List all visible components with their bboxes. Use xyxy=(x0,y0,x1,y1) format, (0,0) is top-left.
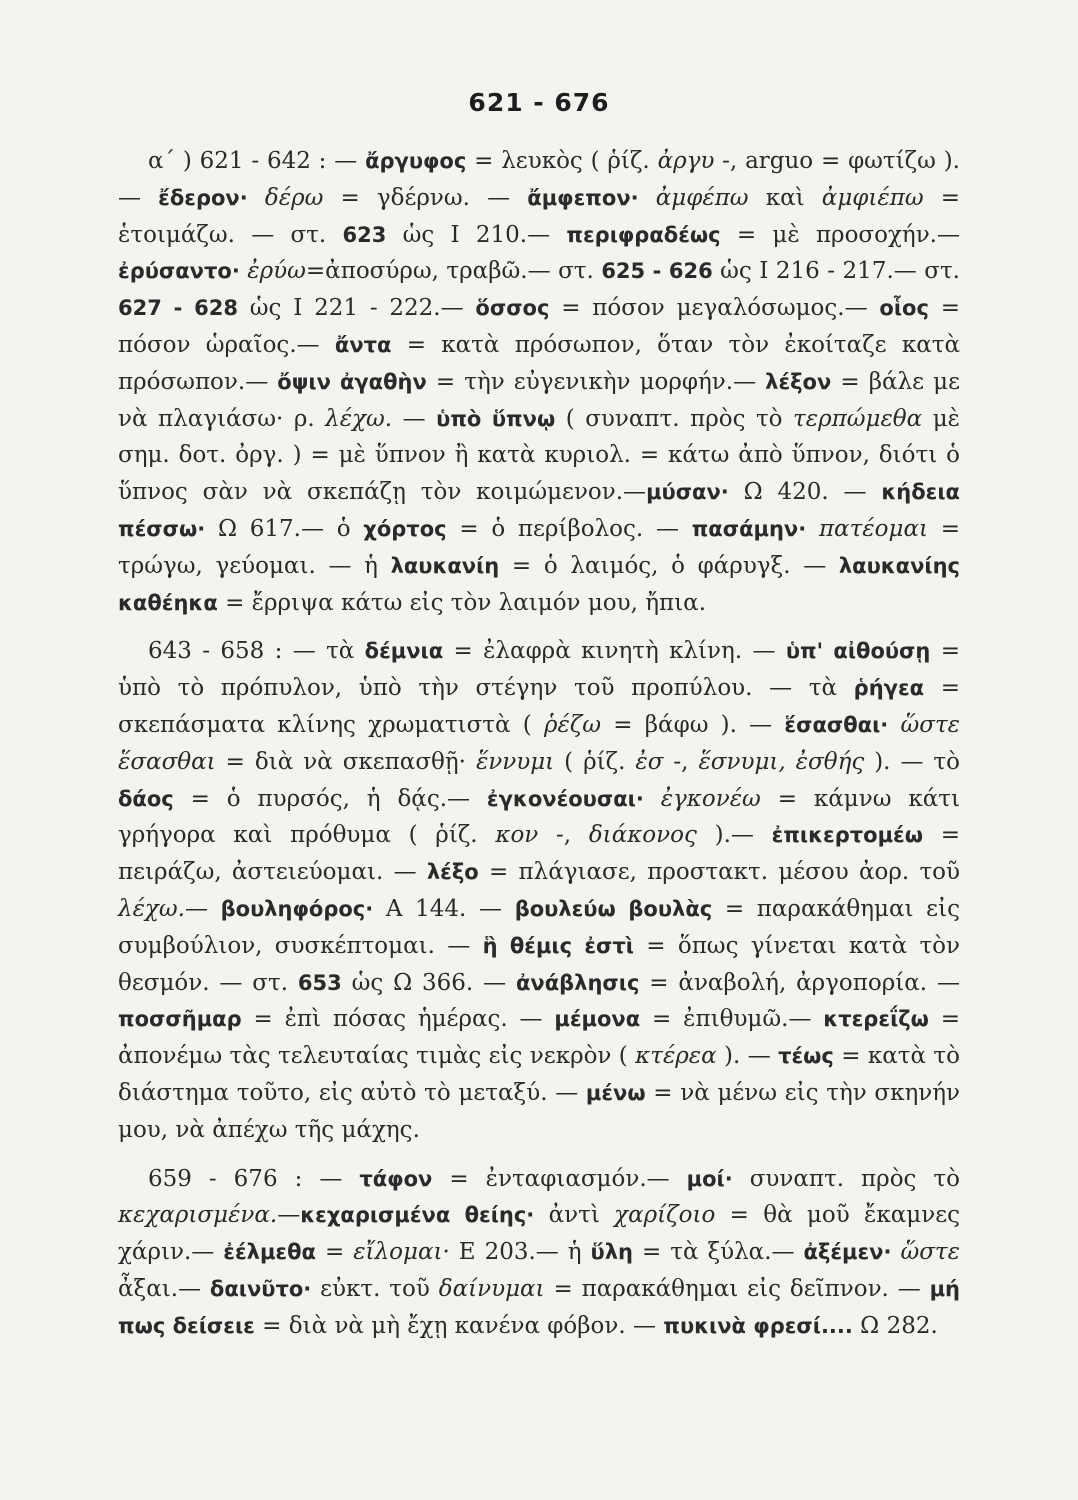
gloss-text: = ἐπὶ πόσας ἡμέρας. — xyxy=(241,1006,555,1033)
lemma-term: λέξο xyxy=(426,860,479,885)
gloss-text: = ὁ περίβολος. — xyxy=(446,515,692,542)
gloss-text: = ἀναβολή, ἀργοπορία. — xyxy=(639,969,960,996)
paragraph-text xyxy=(118,1161,960,1345)
italic-word: ὥστε ἕσασθαι xyxy=(118,711,961,775)
gloss-text: ( συναπτ. πρὸς τὸ xyxy=(555,405,794,432)
lemma-term: ἕσασθαι· xyxy=(784,712,889,737)
gloss-text: ἀντὶ xyxy=(534,1202,615,1229)
gloss-text: = βάλε με νὰ πλαγιάσω· ρ. xyxy=(118,368,960,432)
lemma-term: δάος xyxy=(118,786,174,811)
gloss-text: = διὰ νὰ σκεπασθῇ· xyxy=(215,748,476,775)
lemma-term: ἄμφεπον· xyxy=(527,185,639,210)
gloss-text: 643 - 658 : — τὰ xyxy=(148,638,365,665)
italic-word: ἐρύω xyxy=(247,258,306,285)
lemma-term: ὄψιν ἀγαθὴν xyxy=(277,369,427,394)
lemma-term: ὅσσος xyxy=(475,296,550,321)
italic-word: δαίνυμαι xyxy=(438,1275,545,1302)
gloss-text: -, arguo = φωτίζω ). — xyxy=(118,148,960,211)
gloss-text: = ἐνταφιασμόν.— xyxy=(432,1165,687,1192)
gloss-text: = τὰ ξύλα.— xyxy=(632,1239,804,1266)
gloss-text: Α 144. — xyxy=(373,895,515,922)
gloss-text: = ὁ λαιμός, ὁ φάρυγξ. — xyxy=(499,552,839,579)
gloss-text xyxy=(639,185,656,211)
gloss-text: καὶ xyxy=(748,184,822,211)
gloss-text: ὡς Ι 216 - 217.— στ. xyxy=(712,258,960,285)
lemma-term: ῥήγεα xyxy=(853,676,925,701)
gloss-text: ὡς Ω 366. — xyxy=(341,969,516,996)
lemma-term: μένω xyxy=(585,1080,646,1105)
lemma-term: ἀνάβλησις xyxy=(515,970,640,995)
lemma-term: βουληφόρος· xyxy=(220,896,374,921)
commentary-paragraph xyxy=(118,1161,960,1345)
italic-word: ῥέζω xyxy=(543,711,602,738)
lemma-term: λέξον xyxy=(765,369,832,394)
lemma-term: ἄργυφος xyxy=(365,149,467,173)
lemma-term: ποσσῆμαρ xyxy=(118,1007,242,1032)
gloss-text: = xyxy=(315,1239,354,1266)
gloss-text: = ἑτοιμάζω. — στ. xyxy=(118,184,961,248)
gloss-text: Ω 420. — xyxy=(728,479,882,506)
gloss-text xyxy=(806,516,819,542)
gloss-text: = παρακάθημαι εἰς δεῖπνον. — xyxy=(544,1275,930,1302)
gloss-text: = βάφω ). — xyxy=(601,711,785,738)
lemma-term: οἷος xyxy=(879,296,929,321)
italic-word: ἀργυ xyxy=(657,148,715,174)
lemma-term: ὑπὸ ὕπνῳ xyxy=(436,406,556,431)
gloss-text: ). — xyxy=(716,1043,779,1070)
gloss-text xyxy=(888,712,900,738)
gloss-text: = ὑπὸ τὸ πρόπυλον, ὑπὸ τὴν στέγην τοῦ προπύλου. — τὰ xyxy=(118,638,960,702)
italic-word: τερπώμεθα xyxy=(793,405,923,432)
gloss-text: = τὴν εὐγενικὴν μορφήν.— xyxy=(426,368,766,395)
gloss-text: = λευκὸς ( ῥίζ. xyxy=(466,148,658,174)
gloss-text: = πόσον μεγαλόσωμος.— xyxy=(549,295,880,322)
lemma-term: ἀξέμεν· xyxy=(803,1240,892,1265)
lemma-term: περιφραδέως xyxy=(566,222,721,247)
lemma-term: λαυκανίης καθέηκα xyxy=(118,553,960,615)
lemma-term: τέως xyxy=(778,1044,834,1069)
lemma-term: μέμονα xyxy=(554,1007,641,1032)
gloss-text: = πλάγιασε, προστακτ. μέσου ἀορ. τοῦ xyxy=(478,859,961,886)
gloss-text xyxy=(644,786,661,812)
page-header: 621 - 676 xyxy=(468,88,610,117)
lemma-term: ἐέλμεθα xyxy=(223,1240,316,1265)
italic-word: ἀμφιέπω xyxy=(821,184,924,211)
gloss-text: ἆξαι.— xyxy=(118,1275,210,1302)
italic-word: εἴλομαι· xyxy=(353,1239,450,1266)
gloss-text xyxy=(248,185,265,211)
commentary-paragraph xyxy=(118,633,960,1148)
gloss-text: = γδέρνω. — xyxy=(323,184,528,211)
gloss-text: — xyxy=(392,405,437,432)
italic-word: κτέρεα xyxy=(635,1043,717,1070)
italic-word: ἀμφέπω xyxy=(655,184,749,211)
lemma-term: δέμνια xyxy=(364,639,444,664)
lemma-term: ἐρύσαντο· xyxy=(118,259,240,284)
italic-word: ὥστε xyxy=(900,1239,960,1266)
gloss-text: εὐκτ. τοῦ xyxy=(311,1275,439,1302)
gloss-text: Ε 203.— ἡ xyxy=(449,1239,591,1266)
gloss-text: — xyxy=(277,1202,301,1229)
gloss-text: = παρακάθημαι εἰς συμβούλιον, συσκέπτομαι. — xyxy=(118,895,960,959)
paragraph-text xyxy=(118,633,960,1148)
italic-word: χαρίζοιο xyxy=(614,1202,716,1229)
gloss-text: Ω 617.— ὁ xyxy=(205,515,364,542)
lemma-term: κήδεια πέσσω· xyxy=(118,480,960,541)
gloss-text: 659 - 676 : — xyxy=(148,1165,360,1192)
gloss-text: = τρώγω, γεύομαι. — ἡ xyxy=(118,515,960,579)
lemma-term: 653 xyxy=(297,970,342,995)
lemma-term: πασάμην· xyxy=(691,516,807,541)
gloss-text: Ω 282. xyxy=(852,1312,938,1339)
gloss-text: = ὅπως γίνεται κατὰ τὸν θεσμόν. — στ. xyxy=(118,932,961,996)
gloss-text: -, xyxy=(663,748,699,775)
gloss-text: = θὰ μοῦ ἔκαμνες χάριν.— xyxy=(118,1202,960,1266)
gloss-text: = διὰ νὰ μὴ ἔχῃ κανένα φόβον. — xyxy=(254,1312,664,1339)
lemma-term: ἐγκονέουσαι· xyxy=(486,786,644,811)
gloss-text: = νὰ μένω εἰς τὴν σκηνήν μου, νὰ ἀπέχω τῆς μάχης. xyxy=(118,1079,961,1143)
italic-word: κεχαρισμένα. xyxy=(118,1202,278,1229)
lemma-term: πυκινὰ φρεσί.... xyxy=(663,1313,853,1338)
lemma-term: ἔδερον· xyxy=(158,185,248,210)
gloss-text: ).— xyxy=(696,822,772,849)
lemma-term: ὑπ' αἰθούσῃ xyxy=(785,639,931,664)
gloss-text: = πόσον ὡραῖος.— xyxy=(118,295,960,358)
lemma-term: ἐπικερτομέω xyxy=(771,823,923,848)
lemma-term: κτερεΐζω xyxy=(823,1007,929,1032)
paragraph-text xyxy=(118,143,960,621)
gloss-text: = μὲ προσοχήν.— xyxy=(720,221,960,248)
italic-word: πατέομαι xyxy=(818,515,928,542)
commentary-body xyxy=(118,143,960,1345)
gloss-text: — xyxy=(184,895,221,922)
italic-word: ἐσ xyxy=(635,748,664,775)
italic-word: λέχω. xyxy=(325,405,393,432)
lemma-term: μύσαν· xyxy=(646,480,729,505)
lemma-term: 627 - 628 xyxy=(118,296,238,321)
gloss-text: ὡς Ι 221 - 222.— xyxy=(238,295,476,322)
italic-word: ἕννυμι xyxy=(475,748,555,775)
italic-word: ἐγκονέω xyxy=(660,785,761,812)
lemma-term: κεχαρισμένα θείης· xyxy=(300,1203,535,1228)
gloss-text: = κατὰ πρόσωπον, ὅταν τὸν ἐκοίταζε κατὰ πρόσωπον.— xyxy=(118,331,961,395)
gloss-text: = ἀπονέμω τὰς τελευταίας τιμὰς εἰς νεκρὸν ( xyxy=(118,1006,960,1070)
lemma-term: βουλεύω βουλὰς xyxy=(514,896,713,921)
lemma-term: δαινῦτο· xyxy=(209,1276,312,1301)
lemma-term: τάφον xyxy=(359,1166,433,1191)
lemma-term: μοί· xyxy=(686,1166,733,1191)
gloss-text: -, xyxy=(538,822,589,849)
gloss-text: ( ῥίζ. xyxy=(554,748,636,775)
gloss-text: ὡς Ι 210.— xyxy=(386,221,567,248)
lemma-term: 623 xyxy=(342,222,387,247)
gloss-text: μὲ σημ. δοτ. ὀργ. ) = μὲ ὕπνον ἢ κατὰ κυριολ. = κάτω ἀπὸ ὕπνον, διότι ὁ ὕπνος σὰν νὰ σκεπάζῃ τὸν κοιμώμενον.— xyxy=(118,405,960,506)
gloss-text: συναπτ. πρὸς τὸ xyxy=(732,1165,960,1192)
lemma-term: 625 - 626 xyxy=(601,259,713,284)
lemma-term: μή πως δείσειε xyxy=(118,1276,960,1338)
gloss-text: = ἔρριψα κάτω εἰς τὸν λαιμόν μου, ἤπια. xyxy=(217,589,706,616)
italic-word: κον xyxy=(495,822,539,849)
gloss-text: = κατὰ τὸ διάστημα τοῦτο, εἰς αὐτὸ τὸ μεταξύ. — xyxy=(118,1043,960,1106)
gloss-text: =ἀποσύρω, τραβῶ.— στ. xyxy=(305,258,602,285)
lemma-term: ἣ θέμις ἐστὶ xyxy=(482,933,634,958)
italic-word: λέχω. xyxy=(118,895,185,922)
gloss-text: = ὁ πυρσός, ἡ δᾴς.— xyxy=(173,785,487,812)
gloss-text: α΄ ) 621 - 642 : — xyxy=(148,148,366,174)
gloss-text: = σκεπάσματα κλίνης χρωματιστὰ ( xyxy=(118,675,960,738)
gloss-text: = κάμνω κάτι γρήγορα καὶ πρόθυμα ( ῥίζ. xyxy=(118,785,961,849)
gloss-text: = πειράζω, ἀστειεύομαι. — xyxy=(118,822,960,886)
gloss-text: = ἐλαφρὰ κινητὴ κλίνη. — xyxy=(443,638,786,665)
gloss-text: = ἐπιθυμῶ.— xyxy=(640,1006,824,1033)
gloss-text: ). — τὸ xyxy=(864,748,960,775)
commentary-paragraph xyxy=(118,143,960,621)
italic-word: δέρω xyxy=(264,184,324,211)
lemma-term: λαυκανίη xyxy=(390,553,500,578)
lemma-term: ὕλη xyxy=(590,1240,633,1265)
italic-word: διάκονος xyxy=(588,822,697,849)
italic-word: ἕσνυμι, ἐσθής xyxy=(698,748,865,775)
lemma-term: ἄντα xyxy=(334,332,392,357)
lemma-term: χόρτος xyxy=(363,516,447,541)
